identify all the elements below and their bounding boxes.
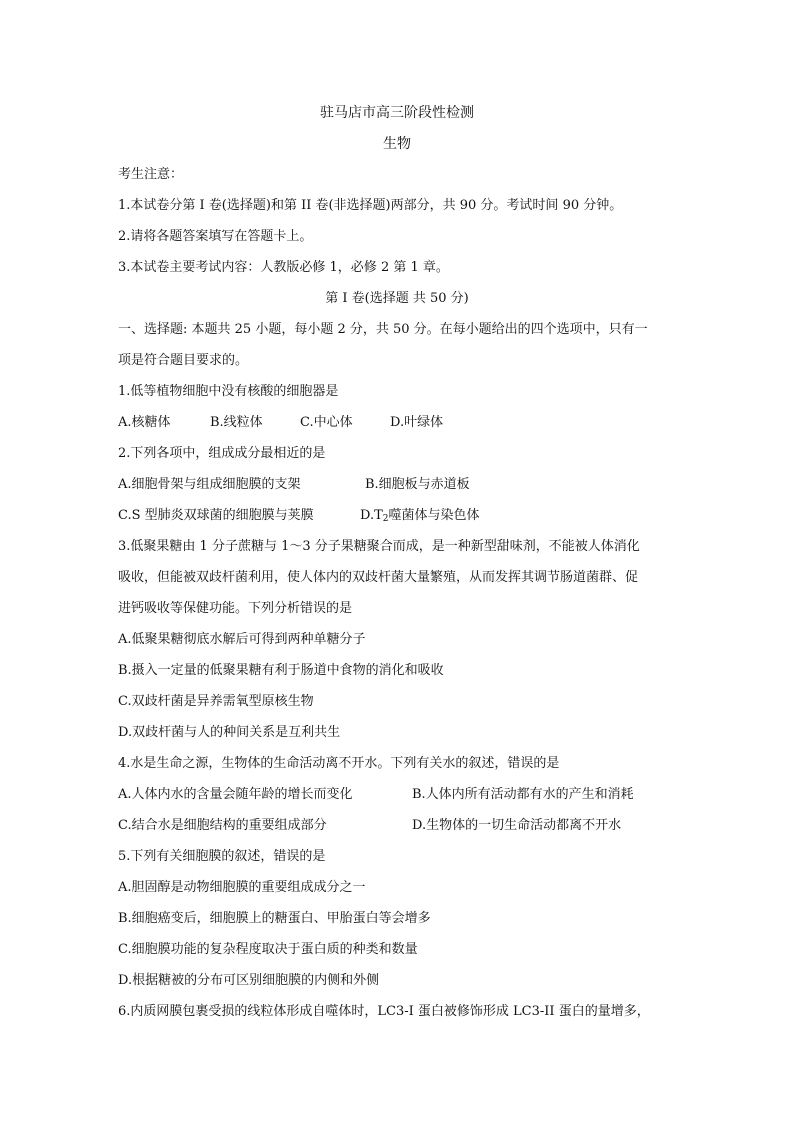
exam-title: 驻马店市高三阶段性检测 [320, 105, 474, 121]
note-item-3: 3.本试卷主要考试内容：人教版必修 1，必修 2 第 1 章。 [118, 260, 449, 275]
q1-option-c: C.中心体 [300, 415, 353, 430]
q3-option-a: A.低聚果糖彻底水解后可得到两种单糖分子 [118, 632, 366, 647]
q3-option-d: D.双歧杆菌与人的种间关系是互利共生 [118, 725, 341, 740]
section-instruction-1: 一、选择题: 本题共 25 小题，每小题 2 分，共 50 分。在每小题给出的四个选项中，只有一 [118, 322, 648, 337]
q5-option-d: D.根据糖被的分布可区别细胞膜的内侧和外侧 [118, 973, 380, 988]
exam-subject: 生物 [383, 136, 411, 152]
q3-option-c: C.双歧杆菌是异养需氧型原核生物 [118, 694, 314, 709]
q2-option-d-prefix: D.T [360, 508, 383, 523]
q3-stem-line-1: 3.低聚果糖由 1 分子蔗糖与 1～3 分子果糖聚合而成，是一种新型甜味剂，不能被人体消化 [118, 539, 640, 554]
q4-stem: 4.水是生命之源，生物体的生命活动离不开水。下列有关水的叙述，错误的是 [118, 756, 560, 771]
note-item-1: 1.本试卷分第 I 卷(选择题)和第 II 卷(非选择题)两部分，共 90 分。考试时间 90 分钟。 [118, 198, 623, 213]
q2-stem: 2.下列各项中，组成成分最相近的是 [118, 446, 326, 461]
q1-option-a: A.核糖体 [118, 415, 171, 430]
q1-stem: 1.低等植物细胞中没有核酸的细胞器是 [118, 384, 339, 399]
section-instruction-2: 项是符合题目要求的。 [118, 353, 249, 368]
note-item-2: 2.请将各题答案填写在答题卡上。 [118, 229, 313, 244]
q4-option-b: B.人体内所有活动都有水的产生和消耗 [412, 787, 634, 802]
q4-option-a: A.人体内水的含量会随年龄的增长而变化 [118, 787, 353, 802]
q5-option-b: B.细胞癌变后，细胞膜上的糖蛋白、甲胎蛋白等会增多 [118, 911, 431, 926]
q3-option-b: B.摄入一定量的低聚果糖有利于肠道中食物的消化和吸收 [118, 663, 444, 678]
q4-option-c: C.结合水是细胞结构的重要组成部分 [118, 818, 327, 833]
q2-option-a: A.细胞骨架与组成细胞膜的支架 [118, 477, 301, 492]
q2-option-d-subscript: 2 [382, 514, 389, 524]
q5-option-a: A.胆固醇是动物细胞膜的重要组成成分之一 [118, 880, 366, 895]
q1-option-b: B.线粒体 [210, 415, 263, 430]
q2-option-d-suffix: 噬菌体与染色体 [388, 508, 480, 523]
q5-stem: 5.下列有关细胞膜的叙述，错误的是 [118, 849, 326, 864]
q5-option-c: C.细胞膜功能的复杂程度取决于蛋白质的种类和数量 [118, 942, 418, 957]
section-title: 第 I 卷(选择题 共 50 分) [325, 291, 469, 306]
q2-option-d [360, 507, 480, 525]
q6-stem: 6.内质网膜包裹受损的线粒体形成自噬体时，LC3-I 蛋白被修饰形成 LC3-II 蛋白的量增多， [118, 1004, 650, 1019]
q3-stem-line-2: 吸收，但能被双歧杆菌利用，使人体内的双歧杆菌大量繁殖，从而发挥其调节肠道菌群、促 [118, 570, 639, 585]
q3-stem-line-3: 进钙吸收等保健功能。下列分析错误的是 [118, 601, 353, 616]
q4-option-d: D.生物体的一切生命活动都离不开水 [412, 818, 622, 833]
notes-heading: 考生注意： [118, 167, 184, 182]
q2-option-c: C.S 型肺炎双球菌的细胞膜与荚膜 [118, 508, 314, 523]
q1-option-d: D.叶绿体 [390, 415, 444, 430]
q2-option-b: B.细胞板与赤道板 [365, 477, 470, 492]
